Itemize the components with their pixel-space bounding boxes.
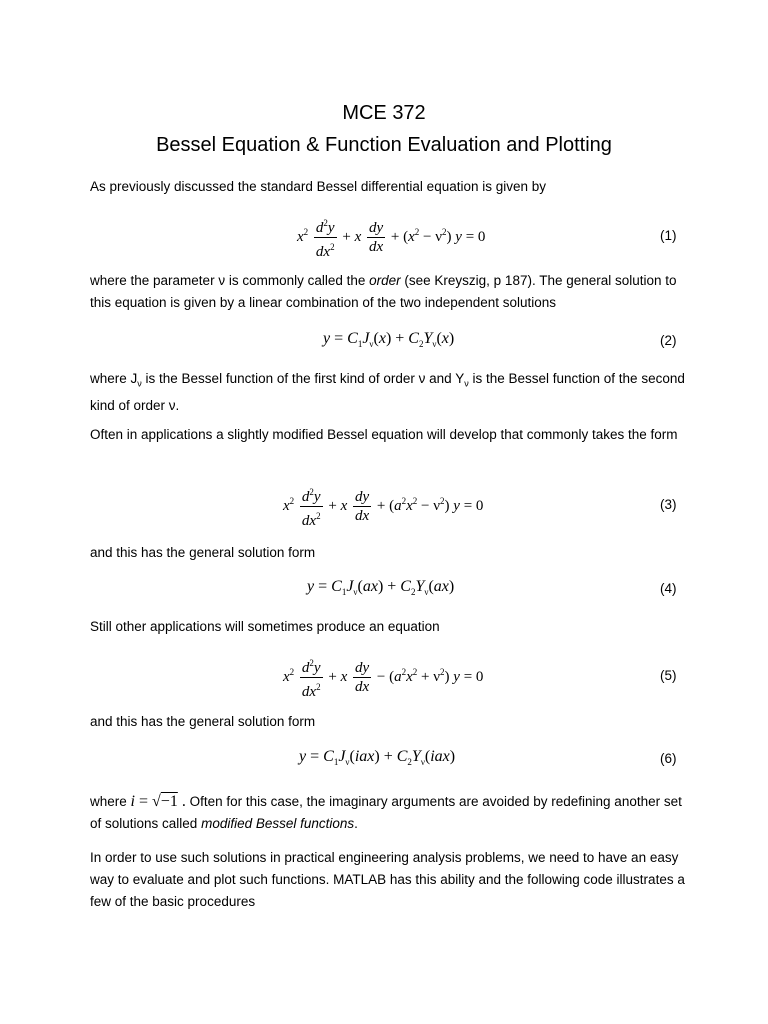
paragraph-order-text-b: (see Kreyszig, p 187). The general solution to this equation is given by a linear combination of the two independent solutions	[90, 273, 677, 310]
equation-5-math: $x^2$ $\frac{d^2y}{dx^2}$ + x $\frac{dy}{dx}$ − $(a^2x^2 + \nu^2) y = 0$	[283, 654, 483, 701]
paragraph-definitions-text-a: where J	[90, 371, 138, 386]
paragraph-imaginary-text-a: where	[90, 794, 131, 809]
paragraph-imaginary	[90, 791, 690, 835]
document-title: Bessel Equation & Function Evaluation and Plotting	[156, 134, 612, 156]
paragraph-solution-form-2: and this has the general solution form	[90, 714, 316, 729]
paragraph-imaginary-emphasis: modified Bessel functions	[201, 816, 355, 831]
paragraph-definitions-text-b: is the Bessel function of the first kind of order ν and Y	[141, 371, 465, 386]
paragraph-definitions-sub-2: ν	[464, 378, 469, 389]
paragraph-definitions	[90, 368, 690, 417]
paragraph-solution-form-1: and this has the general solution form	[90, 545, 316, 560]
imaginary-unit-math: i = √−1 .	[130, 793, 186, 810]
equation-4-math: $y = C_1J_\nu(ax) + C_2Y_\nu(ax)$	[307, 578, 455, 598]
paragraph-other-applications: Still other applications will sometimes produce an equation	[90, 619, 440, 634]
paragraph-definitions-text-c: is the Bessel function of the second kind of order ν.	[90, 371, 685, 413]
paragraph-intro: As previously discussed the standard Bessel differential equation is given by	[90, 179, 547, 194]
equation-3-number: (3)	[660, 497, 677, 512]
equation-5	[0, 652, 768, 702]
equation-1-number: (1)	[660, 228, 677, 243]
equation-3-math: $x^2$ $\frac{d^2y}{dx^2}$ + x $\frac{dy}{dx}$ + $(a^2x^2 - \nu^2) y = 0$	[283, 483, 483, 530]
equation-2-math: $y = C_1J_\nu(x) + C_2Y_\nu(x)$	[323, 330, 455, 350]
equation-1-math: $x^2$ $\frac{d^2y}{dx^2}$ + x $\frac{dy}{dx}$ + $(x^2 - \nu^2) y = 0$	[297, 214, 485, 261]
equation-2-number: (2)	[660, 333, 677, 348]
paragraph-matlab: In order to use such solutions in practical engineering analysis problems, we need to have an easy way to evaluate and plot such functions. MATLAB has this ability and the following code illustrates a few of the basic procedures	[90, 850, 685, 909]
paragraph-imaginary-text-b: Often for this case, the imaginary arguments are avoided by redefining another set of solutions called	[90, 794, 682, 831]
paragraph-modified: Often in applications a slightly modified Bessel equation will develop that commonly takes the form	[90, 427, 678, 442]
paragraph-imaginary-text-c: .	[354, 816, 358, 831]
course-title: MCE 372	[342, 102, 426, 124]
equation-3	[0, 481, 768, 531]
equation-1	[0, 212, 768, 262]
paragraph-order-text-a: where the parameter ν is commonly called the	[90, 273, 370, 288]
equation-6-math: $y = C_1J_\nu(iax) + C_2Y_\nu(iax)$	[299, 748, 456, 768]
equation-6	[0, 744, 768, 794]
equation-5-number: (5)	[660, 668, 677, 683]
equation-4-number: (4)	[660, 581, 677, 596]
paragraph-order	[90, 270, 690, 314]
paragraph-definitions-sub-1: ν	[137, 378, 142, 389]
paragraph-order-emphasis: order	[369, 273, 401, 288]
equation-6-number: (6)	[660, 751, 677, 766]
